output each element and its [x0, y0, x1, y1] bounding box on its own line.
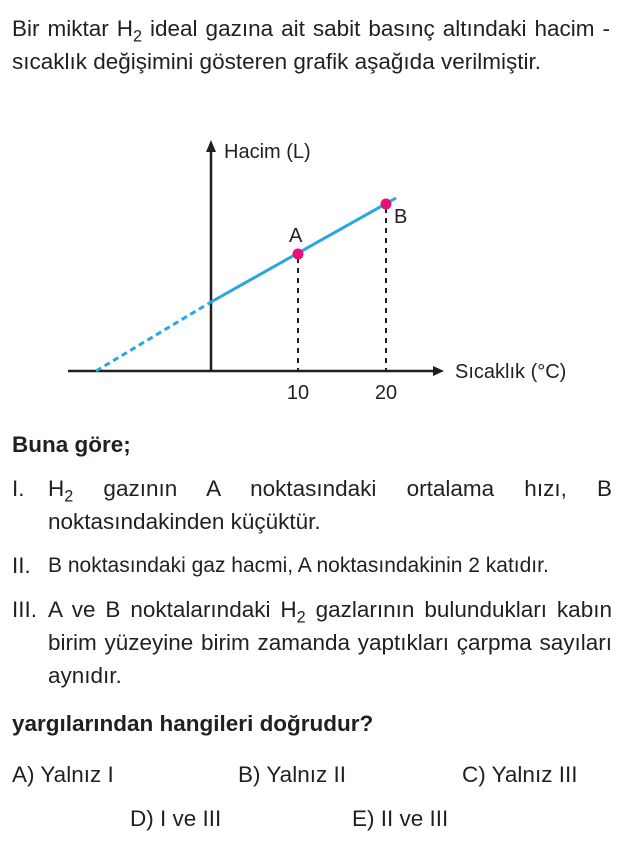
point-a	[293, 249, 304, 260]
point-b-label: B	[394, 206, 408, 228]
statement-number: II.	[12, 553, 31, 578]
choice-e[interactable]: E) II ve III	[352, 806, 449, 831]
statement-subscript: 2	[296, 608, 306, 627]
statement-text-part-1: H	[48, 476, 65, 501]
statement-text-part-2: gazının A noktasındaki ortalama hızı, B noktasındakinden küçüktür.	[48, 476, 612, 534]
volume-temperature-chart	[0, 130, 625, 410]
intro-text	[12, 12, 610, 78]
statement-text-part-1: A ve B noktalarındaki H	[48, 597, 297, 622]
point-b	[381, 199, 392, 210]
volume-line	[211, 198, 396, 302]
statement-text: B noktasındaki gaz hacmi, A noktasındakinin 2 katıdır.	[48, 554, 549, 577]
choice-a[interactable]: A) Yalnız I	[12, 762, 114, 787]
statement-text	[48, 593, 612, 692]
question-text: yargılarından hangileri doğrudur?	[12, 711, 374, 736]
choice-d[interactable]: D) I ve III	[130, 806, 222, 831]
x-tick-label-20: 20	[374, 382, 398, 404]
y-axis-arrow	[206, 140, 216, 152]
choice-b[interactable]: B) Yalnız II	[238, 762, 346, 787]
x-tick-label-10: 10	[286, 382, 310, 404]
intro-part-1: Bir miktar H	[12, 16, 133, 41]
statement-text-part-2: gazlarının bulundukları kabın birim yüzeyine birim zamanda yaptıkları çarpma sayıları aynıdır.	[48, 597, 612, 688]
x-axis-arrow	[433, 366, 444, 376]
extrapolated-line	[96, 302, 211, 371]
intro-part-2: ideal gazına ait sabit basınç altındaki hacim - sıcaklık değişimini gösteren grafik aşağıda verilmiştir.	[12, 16, 611, 74]
point-a-label: A	[289, 225, 303, 247]
intro-subscript: 2	[133, 27, 143, 46]
statement-2	[12, 549, 612, 582]
statement-text	[48, 472, 612, 538]
statement-3	[12, 593, 612, 692]
choice-c[interactable]: C) Yalnız III	[462, 762, 578, 787]
statement-number: I.	[12, 476, 25, 501]
y-axis-label: Hacim (L)	[224, 141, 311, 163]
x-axis-label: Sıcaklık (°C)	[455, 361, 567, 383]
section-heading: Buna göre;	[12, 432, 131, 457]
statement-number: III.	[12, 597, 38, 622]
statement-1	[12, 472, 612, 538]
statement-subscript: 2	[64, 487, 74, 506]
